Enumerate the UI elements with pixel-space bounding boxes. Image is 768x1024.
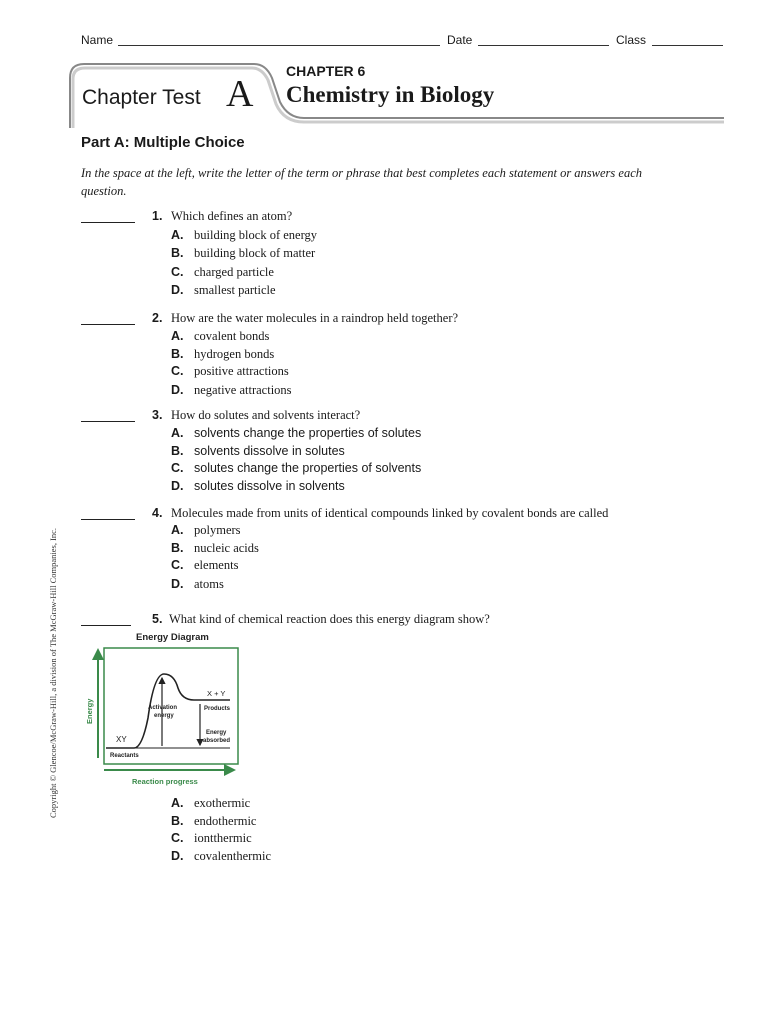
option-d	[171, 577, 224, 592]
option-a	[171, 228, 317, 243]
option-b	[171, 246, 315, 261]
option-text: charged particle	[194, 265, 274, 279]
q5-option-a	[171, 796, 250, 811]
question-text: Which defines an atom?	[171, 209, 293, 223]
option-letter: B.	[171, 246, 184, 260]
answer-blank[interactable]	[81, 421, 135, 422]
option-text: covalenthermic	[194, 849, 272, 863]
activation-label-1: Activation	[148, 705, 178, 711]
option-text: atoms	[194, 577, 224, 591]
option-letter: C.	[171, 364, 184, 378]
chapter-title: Chemistry in Biology	[286, 82, 495, 107]
option-text: negative attractions	[194, 383, 292, 397]
product-label: Products	[204, 706, 231, 712]
absorbed-label-2: absorbed	[203, 738, 231, 744]
answer-blank[interactable]	[81, 222, 135, 223]
option-letter: A.	[171, 329, 184, 343]
option-text: building block of energy	[194, 228, 318, 242]
option-text: positive attractions	[194, 364, 289, 378]
option-d	[171, 283, 276, 298]
product-formula: X + Y	[207, 689, 226, 698]
option-text: solutes dissolve in solvents	[194, 479, 345, 493]
x-axis-label: Reaction progress	[132, 777, 198, 786]
option-letter: B.	[171, 541, 184, 555]
option-text: hydrogen bonds	[194, 347, 275, 361]
question-text: Molecules made from units of identical compounds linked by covalent bonds are called	[171, 506, 609, 520]
question-number: 3.	[152, 408, 163, 422]
option-text: solvents change the properties of solutes	[194, 426, 422, 440]
option-letter: D.	[171, 849, 184, 863]
name-field[interactable]	[118, 45, 440, 46]
name-label: Name	[81, 33, 114, 47]
answer-blank[interactable]	[81, 519, 135, 520]
option-a	[171, 426, 421, 441]
test-letter: A	[226, 73, 254, 115]
option-c	[171, 461, 421, 476]
option-c	[171, 364, 289, 379]
instructions: In the space at the left, write the letter of the term or phrase that best completes each statement or answers each question.	[81, 166, 643, 198]
option-letter: A.	[171, 796, 184, 810]
option-letter: D.	[171, 283, 184, 297]
class-label: Class	[616, 33, 647, 47]
option-c	[171, 265, 274, 280]
option-letter: B.	[171, 444, 184, 458]
reactant-label: Reactants	[110, 753, 139, 759]
class-field[interactable]	[652, 45, 723, 46]
option-text: solutes change the properties of solvents	[194, 461, 422, 475]
option-letter: A.	[171, 228, 184, 242]
reactant-formula: XY	[116, 735, 127, 744]
date-label: Date	[447, 33, 473, 47]
y-axis-label: Energy	[85, 698, 94, 724]
part-title: Part A: Multiple Choice	[81, 134, 245, 151]
option-a	[171, 523, 241, 538]
q5-option-d	[171, 849, 271, 864]
option-text: building block of matter	[194, 246, 316, 260]
option-text: endothermic	[194, 814, 257, 828]
answer-blank[interactable]	[81, 625, 131, 626]
option-letter: D.	[171, 577, 184, 591]
option-b	[171, 541, 259, 556]
option-b	[171, 347, 274, 362]
option-letter: D.	[171, 383, 184, 397]
option-a	[171, 329, 269, 344]
question-text: How are the water molecules in a raindrop held together?	[171, 311, 459, 325]
diagram-title: Energy Diagram	[136, 632, 209, 643]
answer-blank[interactable]	[81, 324, 135, 325]
option-text: solvents dissolve in solutes	[194, 444, 345, 458]
activation-label-2: energy	[154, 713, 174, 719]
option-text: elements	[194, 558, 239, 572]
option-letter: A.	[171, 523, 184, 537]
q5-option-c	[171, 831, 252, 846]
option-letter: B.	[171, 347, 184, 361]
option-text: covalent bonds	[194, 329, 270, 343]
energy-diagram	[82, 628, 252, 790]
option-letter: A.	[171, 426, 184, 440]
option-letter: C.	[171, 461, 184, 475]
question-text: How do solutes and solvents interact?	[171, 408, 361, 422]
option-text: nucleic acids	[194, 541, 259, 555]
option-d	[171, 383, 292, 398]
copyright-notice: Copyright © Glencoe/McGraw-Hill, a division of The McGraw-Hill Companies, Inc.	[48, 527, 58, 818]
option-text: exothermic	[194, 796, 251, 810]
option-letter: C.	[171, 558, 184, 572]
option-letter: C.	[171, 831, 184, 845]
option-text: smallest particle	[194, 283, 276, 297]
option-text: iontthermic	[194, 831, 252, 845]
question-number: 5.	[152, 612, 163, 626]
question-number: 1.	[152, 209, 163, 223]
option-letter: B.	[171, 814, 184, 828]
question-text: What kind of chemical reaction does this energy diagram show?	[169, 612, 490, 626]
option-d	[171, 479, 345, 494]
option-c	[171, 558, 238, 573]
chapter-test-label: Chapter Test	[82, 86, 201, 109]
option-letter: D.	[171, 479, 184, 493]
chapter-number: CHAPTER 6	[286, 63, 366, 79]
option-text: polymers	[194, 523, 241, 537]
absorbed-label-1: Energy	[206, 730, 227, 736]
q5-option-b	[171, 814, 256, 829]
date-field[interactable]	[478, 45, 609, 46]
question-number: 4.	[152, 506, 163, 520]
option-b	[171, 444, 345, 459]
option-letter: C.	[171, 265, 184, 279]
question-number: 2.	[152, 311, 163, 325]
